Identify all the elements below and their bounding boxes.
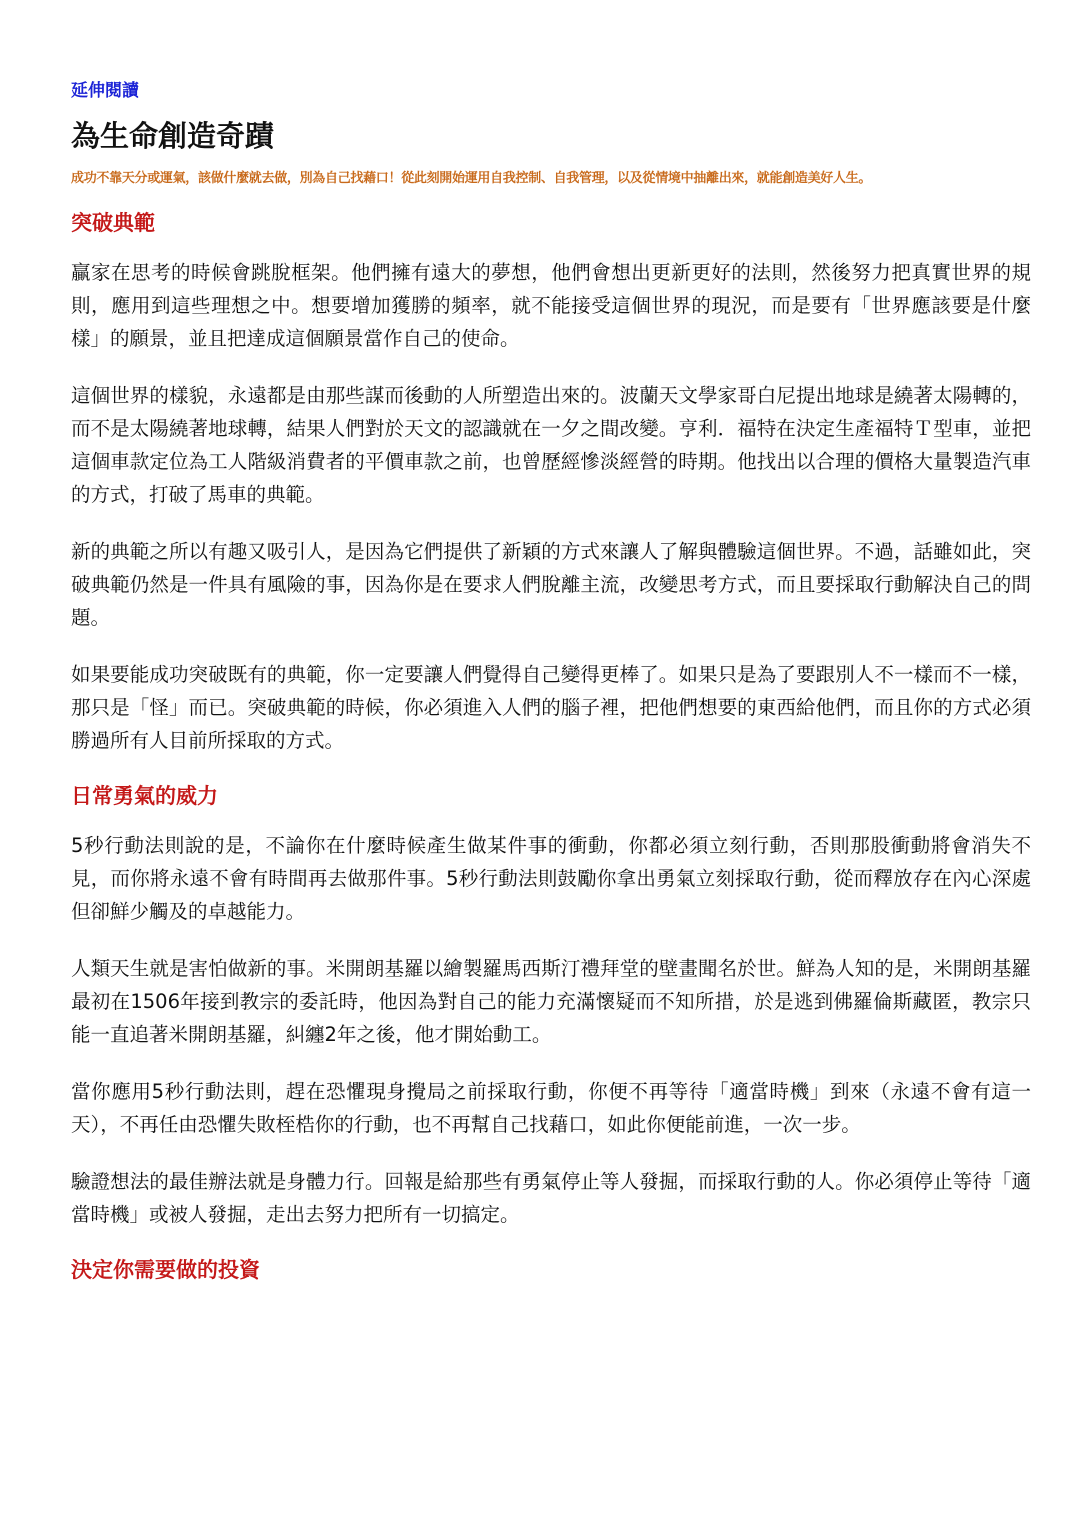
section-breakthrough: [71, 208, 1031, 757]
paragraph: 贏家在思考的時候會跳脫框架。他們擁有遠大的夢想，他們會想出更新更好的法則，然後努力把真實世界的規則，應用到這些理想之中。想要增加獲勝的頻率，就不能接受這個世界的現況，而是要有「世界應該要是什麼樣」的願景，並且把達成這個願景當作自己的使命。: [71, 261, 1031, 350]
article-title: 為生命創造奇蹟: [71, 119, 275, 153]
section-everyday-courage: [71, 781, 1031, 1231]
article-lead: 成功不靠天分或運氣，該做什麼就去做，別為自己找藉口！從此刻開始運用自我控制、自我管理，以及從情境中抽離出來，就能創造美好人生。: [71, 171, 872, 186]
section-heading: 突破典範: [71, 211, 155, 235]
section-heading: 日常勇氣的威力: [71, 784, 218, 808]
extended-reading-link[interactable]: 延伸閱讀: [71, 81, 139, 101]
paragraph: 5秒行動法則說的是，不論你在什麼時候產生做某件事的衝動，你都必須立刻行動，否則那股衝動將會消失不見，而你將永遠不會有時間再去做那件事。5秒行動法則鼓勵你拿出勇氣立刻採取行動，從而釋放存在內心深處但卻鮮少觸及的卓越能力。: [71, 834, 1031, 923]
paragraph: 當你應用5秒行動法則，趕在恐懼現身攪局之前採取行動，你便不再等待「適當時機」到來（永遠不會有這一天），不再任由恐懼失敗桎梏你的行動，也不再幫自己找藉口，如此你便能前進，一次一步。: [71, 1080, 1031, 1136]
paragraph: 新的典範之所以有趣又吸引人，是因為它們提供了新穎的方式來讓人了解與體驗這個世界。不過，話雖如此，突破典範仍然是一件具有風險的事，因為你是在要求人們脫離主流，改變思考方式，而且要採取行動解決自己的問題。: [71, 540, 1031, 629]
paragraph: 人類天生就是害怕做新的事。米開朗基羅以繪製羅馬西斯汀禮拜堂的壁畫聞名於世。鮮為人知的是，米開朗基羅最初在1506年接到教宗的委託時，他因為對自己的能力充滿懷疑而不知所措，於是逃到佛羅倫斯藏匿，教宗只能一直追著米開朗基羅，糾纏2年之後，他才開始動工。: [71, 957, 1031, 1046]
section-investment: [71, 1255, 1031, 1285]
paragraph: 這個世界的樣貌，永遠都是由那些謀而後動的人所塑造出來的。波蘭天文學家哥白尼提出地球是繞著太陽轉的，而不是太陽繞著地球轉，結果人們對於天文的認識就在一夕之間改變。亨利．福特在決定生產福特Ｔ型車，並把這個車款定位為工人階級消費者的平價車款之前，也曾歷經慘淡經營的時期。他找出以合理的價格大量製造汽車的方式，打破了馬車的典範。: [71, 384, 1031, 506]
paragraph: 驗證想法的最佳辦法就是身體力行。回報是給那些有勇氣停止等人發掘，而採取行動的人。你必須停止等待「適當時機」或被人發掘，走出去努力把所有一切搞定。: [71, 1170, 1031, 1226]
paragraph: 如果要能成功突破既有的典範，你一定要讓人們覺得自己變得更棒了。如果只是為了要跟別人不一樣而不一樣，那只是「怪」而已。突破典範的時候，你必須進入人們的腦子裡，把他們想要的東西給他們，而且你的方式必須勝過所有人目前所採取的方式。: [71, 663, 1031, 752]
section-heading: 決定你需要做的投資: [71, 1258, 260, 1282]
article: [71, 78, 1031, 1303]
